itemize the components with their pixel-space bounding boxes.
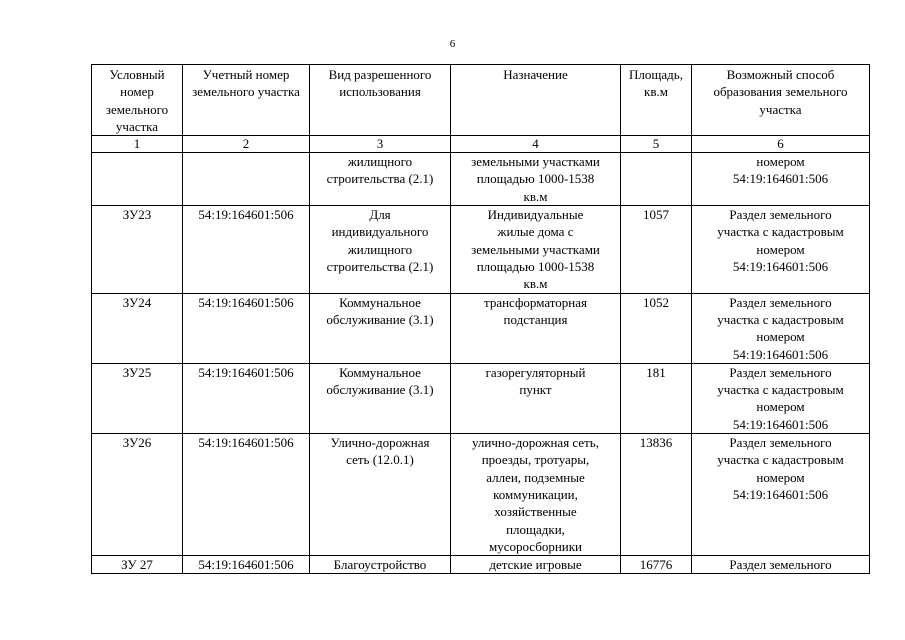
table-row	[92, 363, 870, 433]
header-plot-id: Условный номер земельного участка	[92, 65, 183, 136]
permitted-use-text: Улично-дорожная сеть (12.0.1)	[330, 435, 430, 468]
header-purpose: Назначение	[451, 65, 621, 136]
page-number: 6	[449, 38, 456, 50]
column-number: 5	[621, 136, 692, 153]
cell-permitted-use	[310, 434, 451, 556]
cell-cadastral-number	[183, 153, 310, 206]
cell-cadastral-number: 54:19:164601:506	[183, 206, 310, 293]
column-number-row	[92, 136, 870, 153]
cell-permitted-use	[310, 153, 451, 206]
formation-method-text: Раздел земельного участка с кадастровым номером 54:19:164601:506	[717, 364, 844, 432]
cell-formation-method	[692, 153, 870, 206]
cell-cadastral-number: 54:19:164601:506	[183, 293, 310, 363]
permitted-use-text: жилищного строительства (2.1)	[326, 154, 434, 187]
cell-area: 1052	[621, 293, 692, 363]
cell-cadastral-number: 54:19:164601:506	[183, 434, 310, 556]
cell-cadastral-number: 54:19:164601:506	[183, 363, 310, 433]
header-formation-method: Возможный способ образования земельного участка	[692, 65, 870, 136]
cell-plot-id: ЗУ24	[92, 293, 183, 363]
cell-formation-method	[692, 206, 870, 293]
column-number: 6	[692, 136, 870, 153]
permitted-use-text: Для индивидуального жилищного строительства (2.1)	[326, 207, 434, 275]
formation-method-text: Раздел земельного участка с кадастровым номером 54:19:164601:506	[717, 294, 844, 362]
table-row	[92, 153, 870, 206]
formation-method-text: Раздел земельного участка с кадастровым номером 54:19:164601:506	[717, 207, 844, 275]
formation-method-text: Раздел земельного участка с кадастровым номером 54:19:164601:506	[717, 435, 844, 502]
formation-method-text: номером 54:19:164601:506	[732, 154, 829, 187]
cell-area: 13836	[621, 434, 692, 556]
column-number: 2	[183, 136, 310, 153]
column-number: 3	[310, 136, 451, 153]
header-cadastral-number: Учетный номер земельного участка	[183, 65, 310, 136]
cell-area: 181	[621, 363, 692, 433]
cell-purpose	[451, 206, 621, 293]
table-row	[92, 293, 870, 363]
cell-permitted-use	[310, 206, 451, 293]
cell-permitted-use	[310, 293, 451, 363]
cell-area: 1057	[621, 206, 692, 293]
column-number: 4	[451, 136, 621, 153]
header-permitted-use: Вид разрешенного использования	[310, 65, 451, 136]
cell-plot-id: ЗУ26	[92, 434, 183, 556]
cell-plot-id: ЗУ 27	[92, 556, 183, 574]
permitted-use-text: Благоустройство	[333, 557, 427, 573]
land-plots-table	[91, 64, 870, 574]
cell-purpose	[451, 153, 621, 206]
cell-plot-id: ЗУ25	[92, 363, 183, 433]
cell-purpose	[451, 556, 621, 574]
column-number: 1	[92, 136, 183, 153]
table-row	[92, 434, 870, 556]
cell-purpose	[451, 363, 621, 433]
formation-method-text: Раздел земельного	[729, 557, 832, 573]
permitted-use-text: Коммунальное обслуживание (3.1)	[326, 294, 434, 327]
cell-permitted-use	[310, 363, 451, 433]
table-row	[92, 206, 870, 293]
cell-formation-method	[692, 293, 870, 363]
purpose-text: Индивидуальные жилые дома с земельными участками площадью 1000-1538 кв.м	[471, 207, 600, 292]
header-row	[92, 65, 870, 136]
cell-formation-method	[692, 363, 870, 433]
purpose-text: земельными участками площадью 1000-1538 кв.м	[471, 154, 600, 204]
cell-plot-id: ЗУ23	[92, 206, 183, 293]
cell-purpose	[451, 293, 621, 363]
cell-formation-method	[692, 434, 870, 556]
purpose-text: газорегуляторный пункт	[485, 364, 586, 398]
table-row	[92, 556, 870, 574]
permitted-use-text: Коммунальное обслуживание (3.1)	[326, 364, 434, 398]
cell-formation-method	[692, 556, 870, 574]
header-area: Площадь, кв.м	[621, 65, 692, 136]
cell-cadastral-number: 54:19:164601:506	[183, 556, 310, 574]
cell-area: 16776	[621, 556, 692, 574]
purpose-text: трансформаторная подстанция	[483, 294, 587, 327]
purpose-text: улично-дорожная сеть, проезды, тротуары, аллеи, подземные коммуникации, хозяйственные площадки, мусоросборники	[472, 435, 599, 554]
cell-area	[621, 153, 692, 206]
purpose-text: детские игровые	[489, 557, 582, 573]
cell-plot-id	[92, 153, 183, 206]
cell-purpose	[451, 434, 621, 556]
cell-permitted-use	[310, 556, 451, 574]
